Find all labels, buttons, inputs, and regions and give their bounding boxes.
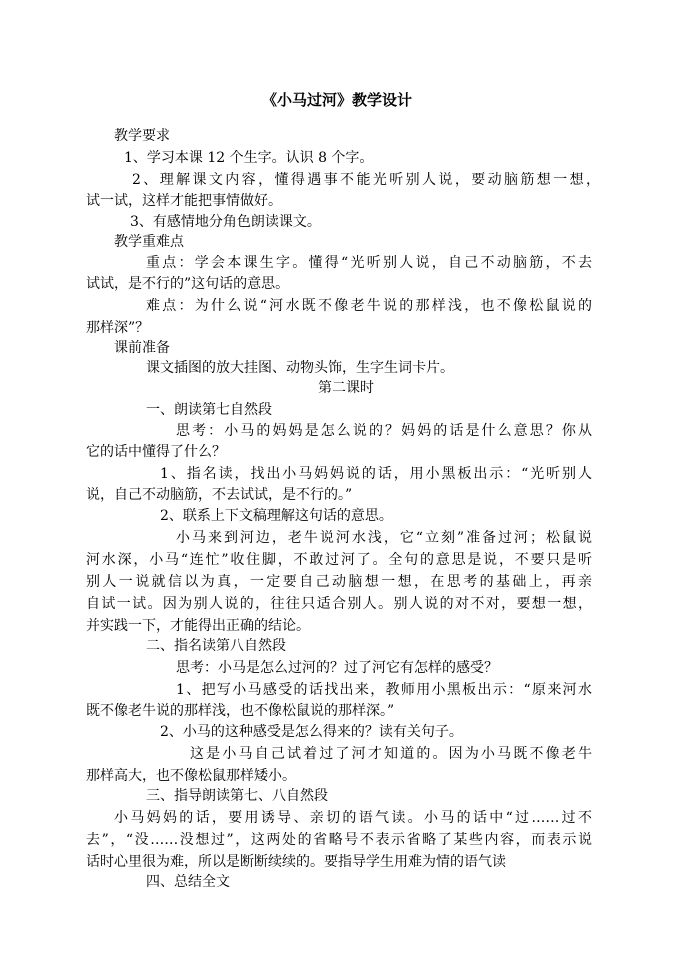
text-line: 思考：小马的妈妈是怎么说的？妈妈的话是什么意思？你从 — [176, 423, 592, 439]
text-line: 自试一试。因为别人说的，往往只适合别人。别人说的对不对，要想一想， — [86, 596, 592, 612]
text-line: 话时心里很为难，所以是断断续续的。要指导学生用难为情的语气读 — [86, 854, 506, 870]
text-line: 试试，是不行的”这句话的意思。 — [86, 276, 290, 292]
text-line: 这是小马自己试着过了河才知道的。因为小马既不像老牛 — [190, 746, 592, 762]
text-line: 它的话中懂得了什么？ — [86, 444, 226, 460]
text-line: 1、学习本课 12 个生字。认识 8 个字。 — [124, 150, 374, 166]
text-line: 河水深，小马“连忙”收住脚，不敢过河了。全句的意思是说，不要只是听 — [86, 552, 592, 568]
section-heading: 三、指导朗读第七、八自然段 — [146, 788, 328, 804]
text-line: 思考：小马是怎么过河的？过了河它有怎样的感受？ — [176, 660, 498, 676]
section-heading: 教学重难点 — [114, 234, 184, 250]
text-line: 并实践一下，才能得出正确的结论。 — [86, 618, 310, 634]
section-heading: 二、指名读第八自然段 — [146, 638, 286, 654]
text-line: 小马来到河边，老牛说河水浅，它“立刻”准备过河；松鼠说 — [176, 530, 592, 546]
text-line: 试一试，这样才能把事情做好。 — [86, 193, 282, 209]
text-line: 2、理解课文内容，懂得遇事不能光听别人说，要动脑筋想一想， — [132, 172, 600, 188]
document-title: 《小马过河》教学设计 — [262, 91, 413, 109]
text-line: 小马妈妈的话，要用诱导、亲切的语气读。小马的话中“过……过不 — [114, 810, 592, 826]
section-heading: 教学要求 — [114, 128, 170, 144]
text-line: 去”，“没……没想过”，这两处的省略号不表示省略了某些内容，而表示说 — [86, 832, 592, 848]
text-line: 1、指名读，找出小马妈妈说的话，用小黑板出示：“光听别人 — [160, 466, 592, 482]
lesson-heading: 第二课时 — [318, 380, 374, 396]
section-heading: 四、总结全文 — [146, 874, 230, 890]
text-line: 2、联系上下文稿理解这句话的意思。 — [160, 508, 393, 524]
text-line: 2、小马的这种感受是怎么得来的？读有关句子。 — [160, 724, 463, 740]
text-line: 难点：为什么说“河水既不像老牛说的那样浅，也不像松鼠说的 — [146, 298, 592, 314]
text-line: 课文插图的放大挂图、动物头饰，生字生词卡片。 — [146, 360, 454, 376]
text-line: 既不像老牛说的那样浅，也不像松鼠说的那样深。” — [86, 703, 395, 719]
text-line: 那样高大，也不像松鼠那样矮小。 — [86, 768, 296, 784]
section-heading: 一、朗读第七自然段 — [146, 402, 272, 418]
text-line: 1、把写小马感受的话找出来，教师用小黑板出示：“原来河水 — [176, 682, 592, 698]
text-line: 别人一说就信以为真，一定要自己动脑想一想，在思考的基础上，再亲 — [86, 574, 592, 590]
text-line: 3、有感情地分角色朗读课文。 — [130, 214, 321, 230]
section-heading: 课前准备 — [114, 340, 170, 356]
text-line: 重点：学会本课生字。懂得“光听别人说，自己不动脑筋，不去 — [146, 255, 592, 271]
text-line: 那样深”？ — [86, 320, 150, 336]
text-line: 说，自己不动脑筋，不去试试，是不行的。” — [86, 487, 353, 503]
